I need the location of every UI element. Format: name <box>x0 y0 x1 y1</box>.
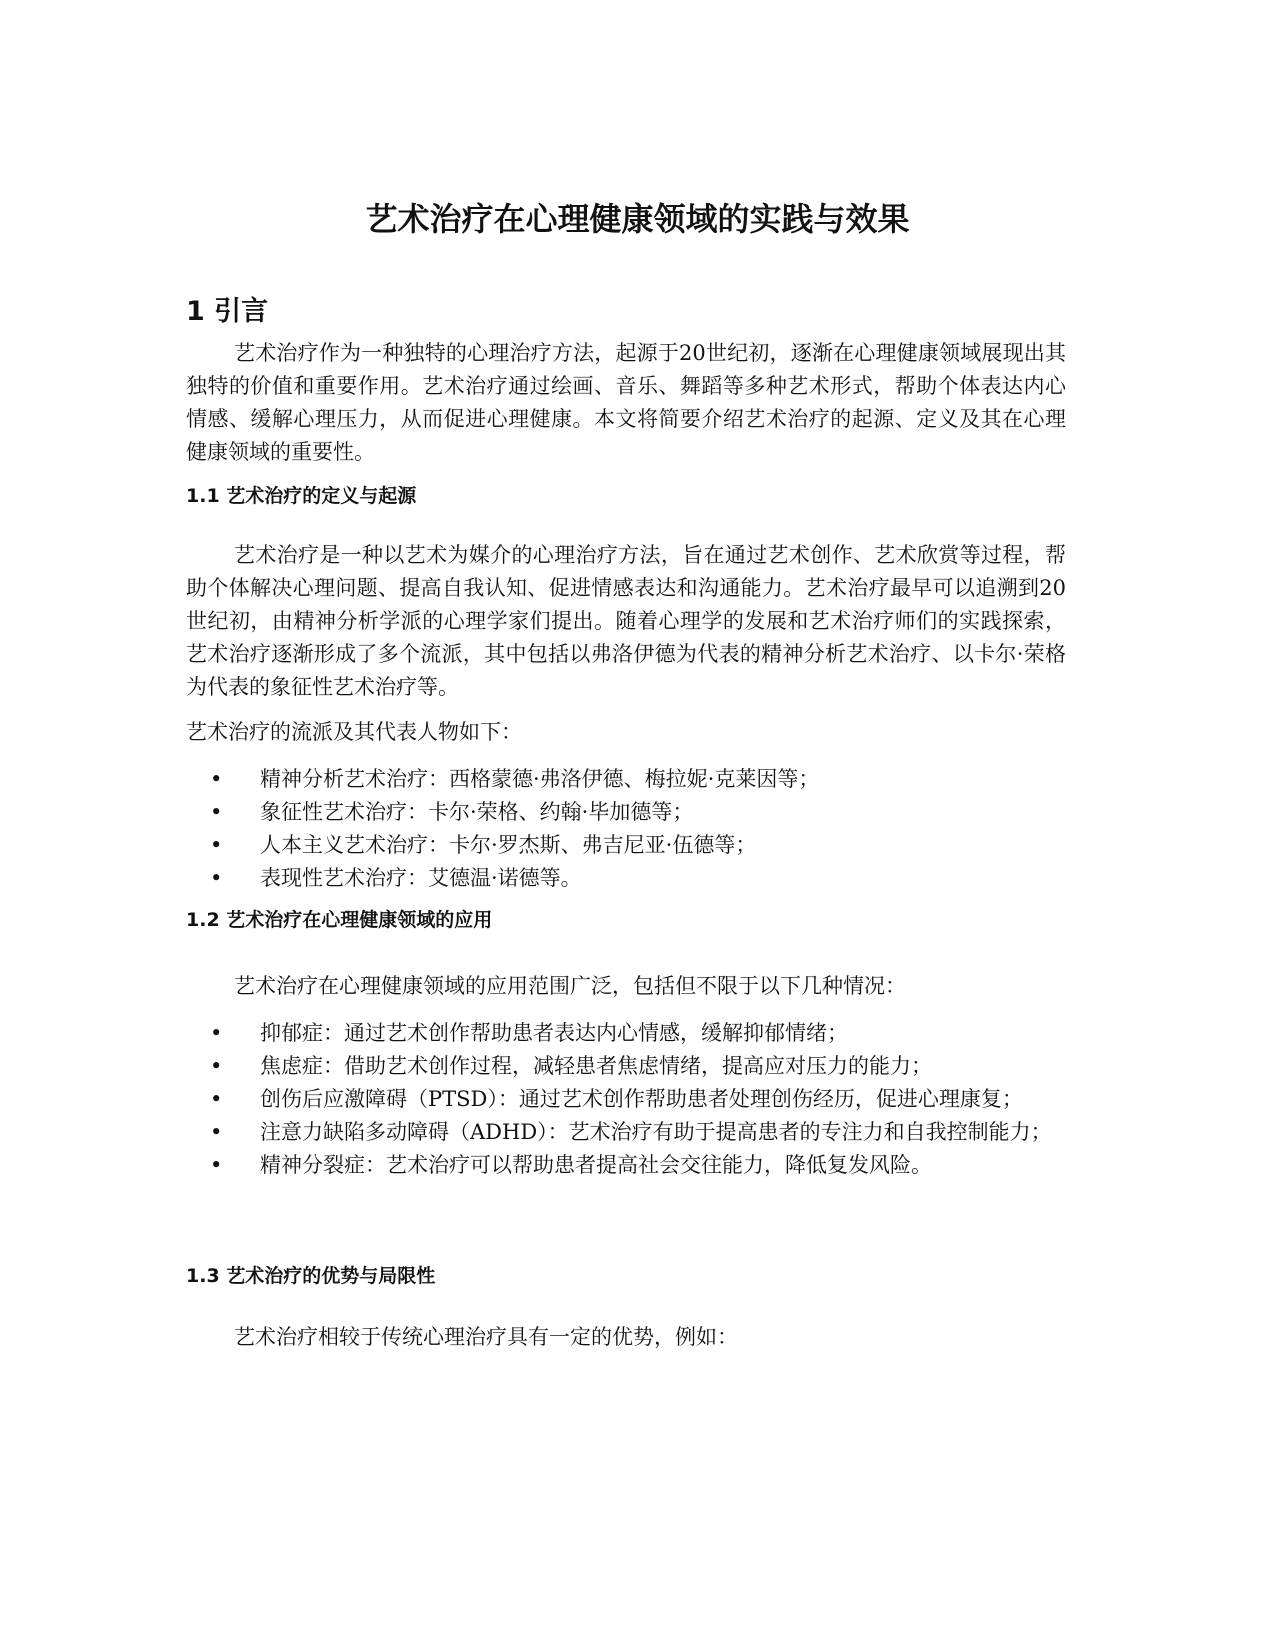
bullet-icon: • <box>210 800 223 824</box>
list-item <box>186 1050 1066 1083</box>
bullet-icon: • <box>210 1153 223 1177</box>
list-item <box>186 1017 1066 1050</box>
bullet-icon: • <box>210 866 223 890</box>
list-item <box>186 763 1066 796</box>
definition-paragraph: 艺术治疗是一种以艺术为媒介的心理治疗方法，旨在通过艺术创作、艺术欣赏等过程，帮助个体解决心理问题、提高自我认知、促进情感表达和沟通能力。艺术治疗最早可以追溯到20世纪初，由精神分析学派的心理学家们提出。随着心理学的发展和艺术治疗师们的实践探索，艺术治疗逐渐形成了多个流派，其中包括以弗洛伊德为代表的精神分析艺术治疗、以卡尔·荣格为代表的象征性艺术治疗等。 <box>186 543 1066 699</box>
list-item <box>186 1149 1066 1182</box>
list-item-text: 表现性艺术治疗：艾德温·诺德等。 <box>260 866 582 890</box>
schools-list-intro: 艺术治疗的流派及其代表人物如下： <box>186 720 522 744</box>
document-title: 艺术治疗在心理健康领域的实践与效果 <box>365 200 910 238</box>
list-item-text: 注意力缺陷多动障碍（ADHD）：艺术治疗有助于提高患者的专注力和自我控制能力； <box>260 1120 1052 1144</box>
bullet-icon: • <box>210 1021 223 1045</box>
bullet-icon: • <box>210 1087 223 1111</box>
list-item-text: 精神分裂症：艺术治疗可以帮助患者提高社会交往能力，降低复发风险。 <box>260 1153 932 1177</box>
section-heading-advantages: 1.3 艺术治疗的优势与局限性 <box>186 1265 436 1287</box>
bullet-icon: • <box>210 1054 223 1078</box>
list-item-text: 创伤后应激障碍（PTSD）：通过艺术创作帮助患者处理创伤经历，促进心理康复； <box>260 1087 1023 1111</box>
applications-list <box>186 1017 1066 1182</box>
list-item-text: 象征性艺术治疗：卡尔·荣格、约翰·毕加德等； <box>260 800 694 824</box>
section-heading-definition: 1.1 艺术治疗的定义与起源 <box>186 485 417 507</box>
schools-list <box>186 763 1066 895</box>
list-item-text: 抑郁症：通过艺术创作帮助患者表达内心情感，缓解抑郁情绪； <box>260 1021 848 1045</box>
intro-paragraph: 艺术治疗作为一种独特的心理治疗方法，起源于20世纪初，逐渐在心理健康领域展现出其独特的价值和重要作用。艺术治疗通过绘画、音乐、舞蹈等多种艺术形式，帮助个体表达内心情感、缓解心理压力，从而促进心理健康。本文将简要介绍艺术治疗的起源、定义及其在心理健康领域的重要性。 <box>186 341 1066 464</box>
bullet-icon: • <box>210 1120 223 1144</box>
bullet-icon: • <box>210 767 223 791</box>
list-item <box>186 1083 1066 1116</box>
bullet-icon: • <box>210 833 223 857</box>
list-item-text: 精神分析艺术治疗：西格蒙德·弗洛伊德、梅拉妮·克莱因等； <box>260 767 820 791</box>
section-heading-intro: 1 引言 <box>186 296 269 327</box>
applications-paragraph: 艺术治疗在心理健康领域的应用范围广泛，包括但不限于以下几种情况： <box>234 974 906 998</box>
list-item-text: 人本主义艺术治疗：卡尔·罗杰斯、弗吉尼亚·伍德等； <box>260 833 757 857</box>
list-item <box>186 862 1066 895</box>
list-item <box>186 1116 1066 1149</box>
advantages-paragraph: 艺术治疗相较于传统心理治疗具有一定的优势，例如： <box>234 1325 738 1349</box>
list-item <box>186 829 1066 862</box>
section-heading-applications: 1.2 艺术治疗在心理健康领域的应用 <box>186 909 493 931</box>
list-item <box>186 796 1066 829</box>
list-item-text: 焦虑症：借助艺术创作过程，减轻患者焦虑情绪，提高应对压力的能力； <box>260 1054 932 1078</box>
